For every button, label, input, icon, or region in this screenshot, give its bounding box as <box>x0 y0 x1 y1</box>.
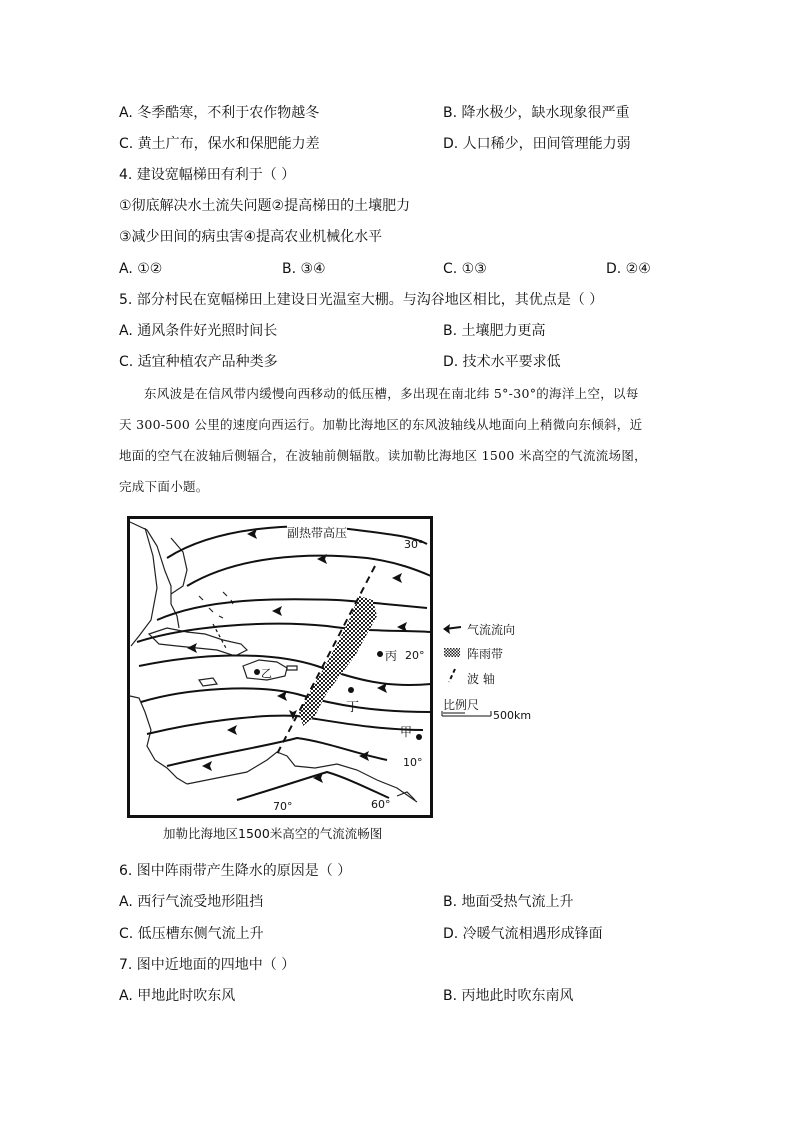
q4-statement-2: ③减少田间的病虫害④提高农业机械化水平 <box>119 229 383 245</box>
airflow-map <box>127 516 433 818</box>
legend-flow-arrow-icon <box>443 624 450 634</box>
map-legend <box>441 618 561 728</box>
q4-option-b: B. ③④ <box>282 261 326 277</box>
legend-scale-value: 500km <box>493 709 532 722</box>
subtropical-high-label: 副热带高压 <box>287 526 348 540</box>
q6-stem: 6. 图中阵雨带产生降水的原因是（ ） <box>119 863 352 879</box>
legend-rain-swatch <box>444 648 460 657</box>
q6-option-a: A. 西行气流受地形阻挡 <box>119 894 264 910</box>
q4-option-c: C. ①③ <box>443 261 487 277</box>
point-ding <box>348 687 354 693</box>
yi-label: 乙 <box>261 667 272 680</box>
q3-option-a: A. 冬季酷寒，不利于农作物越冬 <box>119 105 320 121</box>
q6-option-d: D. 冷暖气流相遇形成锋面 <box>443 926 603 942</box>
passage-line-3: 地面的空气在波轴后侧辐合，在波轴前侧辐散。读加勒比海地区 1500 米高空的气流流场图， <box>119 448 647 463</box>
q7-option-b: B. 丙地此时吹东南风 <box>443 988 574 1004</box>
passage-line-4: 完成下面小题。 <box>119 479 209 494</box>
q3-option-d: D. 人口稀少，田间管理能力弱 <box>443 136 631 152</box>
q4-option-d: D. ②④ <box>606 261 651 277</box>
passage-line-2: 天 300-500 公里的速度向西运行。加勒比海地区的东风波轴线从地面向上稍微向东倾斜，近 <box>119 417 643 432</box>
lat-30-label: 30° <box>404 538 424 551</box>
q6-option-c: C. 低压槽东侧气流上升 <box>119 926 264 942</box>
q5-option-d: D. 技术水平要求低 <box>443 354 561 370</box>
q6-option-b: B. 地面受热气流上升 <box>443 894 574 910</box>
lat-20-label: 20° <box>405 649 425 662</box>
q5-option-b: B. 土壤肥力更高 <box>443 323 546 339</box>
q4-statement-1: ①彻底解决水土流失问题②提高梯田的土壤肥力 <box>119 198 411 214</box>
lon-60-label: 60° <box>371 798 391 811</box>
q7-option-a: A. 甲地此时吹东风 <box>119 988 236 1004</box>
q5-option-a: A. 通风条件好光照时间长 <box>119 323 278 339</box>
q5-stem: 5. 部分村民在宽幅梯田上建设日光温室大棚。与沟谷地区相比，其优点是（ ） <box>119 292 604 308</box>
point-yi <box>254 669 260 675</box>
reading-passage <box>119 378 679 502</box>
legend-flow-label: 气流流向 <box>467 623 516 637</box>
passage-line-1: 东风波是在信风带内缓慢向西移动的低压槽，多出现在南北纬 5°-30°的海洋上空，以每 <box>144 386 639 401</box>
lon-70-label: 70° <box>273 800 293 813</box>
legend-rain-label: 阵雨带 <box>467 647 504 661</box>
q3-option-b: B. 降水极少，缺水现象很严重 <box>443 105 630 121</box>
q4-stem: 4. 建设宽幅梯田有利于（ ） <box>119 167 296 183</box>
legend-scale-label: 比例尺 <box>443 698 480 712</box>
jia-label: 甲 <box>400 725 413 739</box>
point-jia <box>416 734 422 740</box>
point-bing <box>377 651 383 657</box>
ding-label: 丁 <box>346 700 360 715</box>
legend-axis-dash <box>449 669 455 682</box>
bing-label: 丙 <box>385 649 398 663</box>
lat-10-label: 10° <box>403 756 423 769</box>
legend-axis-label: 波 轴 <box>467 672 495 686</box>
map-caption: 加勒比海地区1500米高空的气流流畅图 <box>163 826 383 841</box>
q5-option-c: C. 适宜种植农产品种类多 <box>119 354 278 370</box>
q7-stem: 7. 图中近地面的四地中（ ） <box>119 957 296 973</box>
q3-option-c: C. 黄土广布，保水和保肥能力差 <box>119 136 320 152</box>
q4-option-a: A. ①② <box>119 261 163 277</box>
